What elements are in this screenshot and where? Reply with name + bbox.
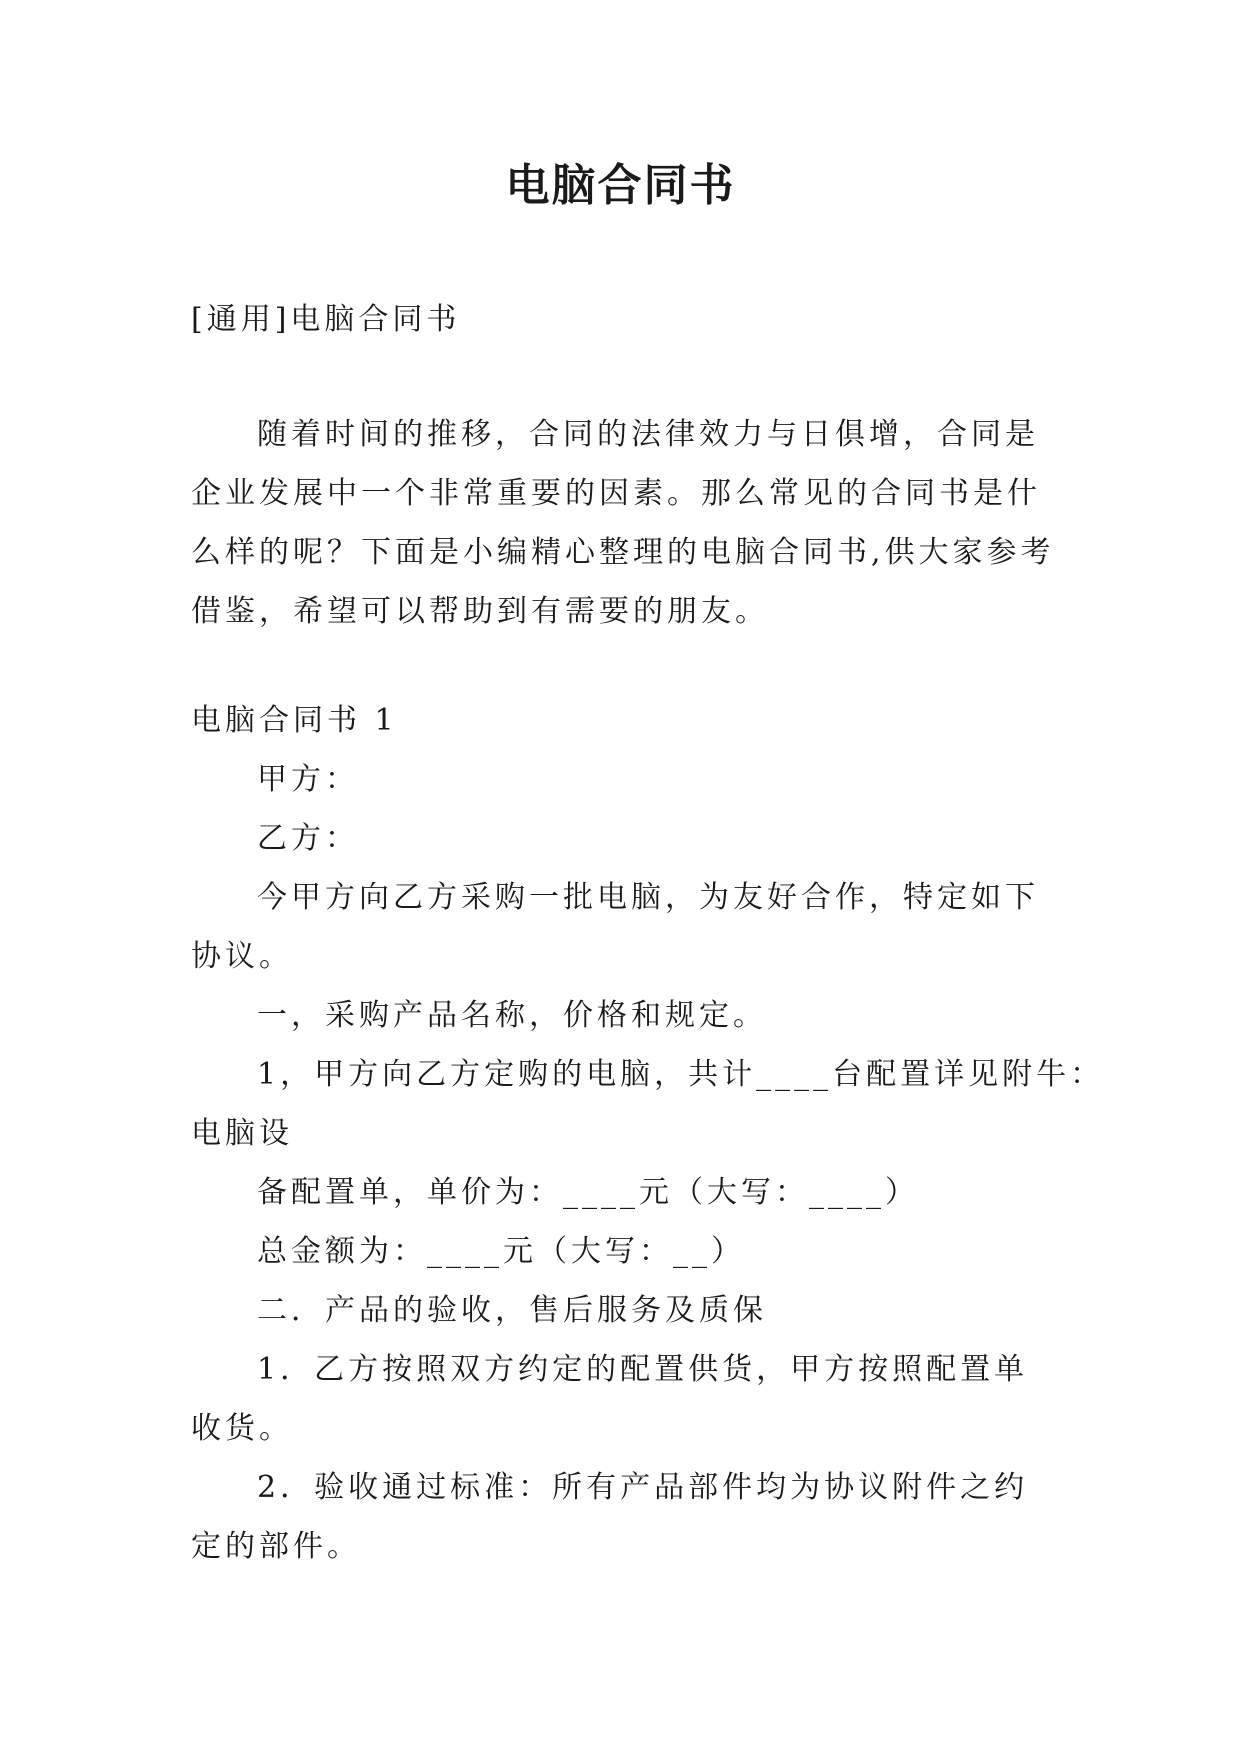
clause-2-heading: 二．产品的验收，售后服务及质保 (257, 1293, 767, 1328)
intro-paragraph: 随着时间的推移，合同的法律效力与日俱增，合同是企业发展中一个非常重要的因素。那么常见的合同书是什么样的呢？下面是小编精心整理的电脑合同书,供大家参考借鉴，希望可以帮助到有需要的朋友。 (191, 417, 1055, 629)
spacer (191, 641, 1061, 691)
preamble-paragraph: 今甲方向乙方采购一批电脑，为友好合作，特定如下协议。 (191, 880, 1039, 974)
document-title: 电脑合同书 (505, 160, 736, 211)
clause-1-item-1-line-2: 电脑设 (191, 1116, 293, 1151)
clause-2-item-2: 2．验收通过标准：所有产品部件均为协议附件之约定的部件。 (191, 1470, 1029, 1564)
clause-1-total: 总金额为：____元（大写：__） (257, 1234, 745, 1269)
document-body (191, 290, 1105, 1576)
clause-1-item-1-line-1: 1，甲方向乙方定购的电脑，共计____台配置详见附牛： (257, 1057, 1105, 1092)
spacer (191, 349, 1061, 405)
clause-1-heading: 一，采购产品名称，价格和规定。 (257, 998, 767, 1033)
party-a-label: 甲方： (257, 762, 359, 797)
clause-2-item-1: 1．乙方按照双方约定的配置供货，甲方按照配置单收货。 (191, 1352, 1029, 1446)
document-subtitle: [通用]电脑合同书 (191, 302, 461, 337)
section-heading: 电脑合同书 1 (191, 703, 398, 738)
clause-1-unit-price: 备配置单，单价为：____元（大写：____） (257, 1175, 919, 1210)
party-b-label: 乙方： (257, 821, 359, 856)
